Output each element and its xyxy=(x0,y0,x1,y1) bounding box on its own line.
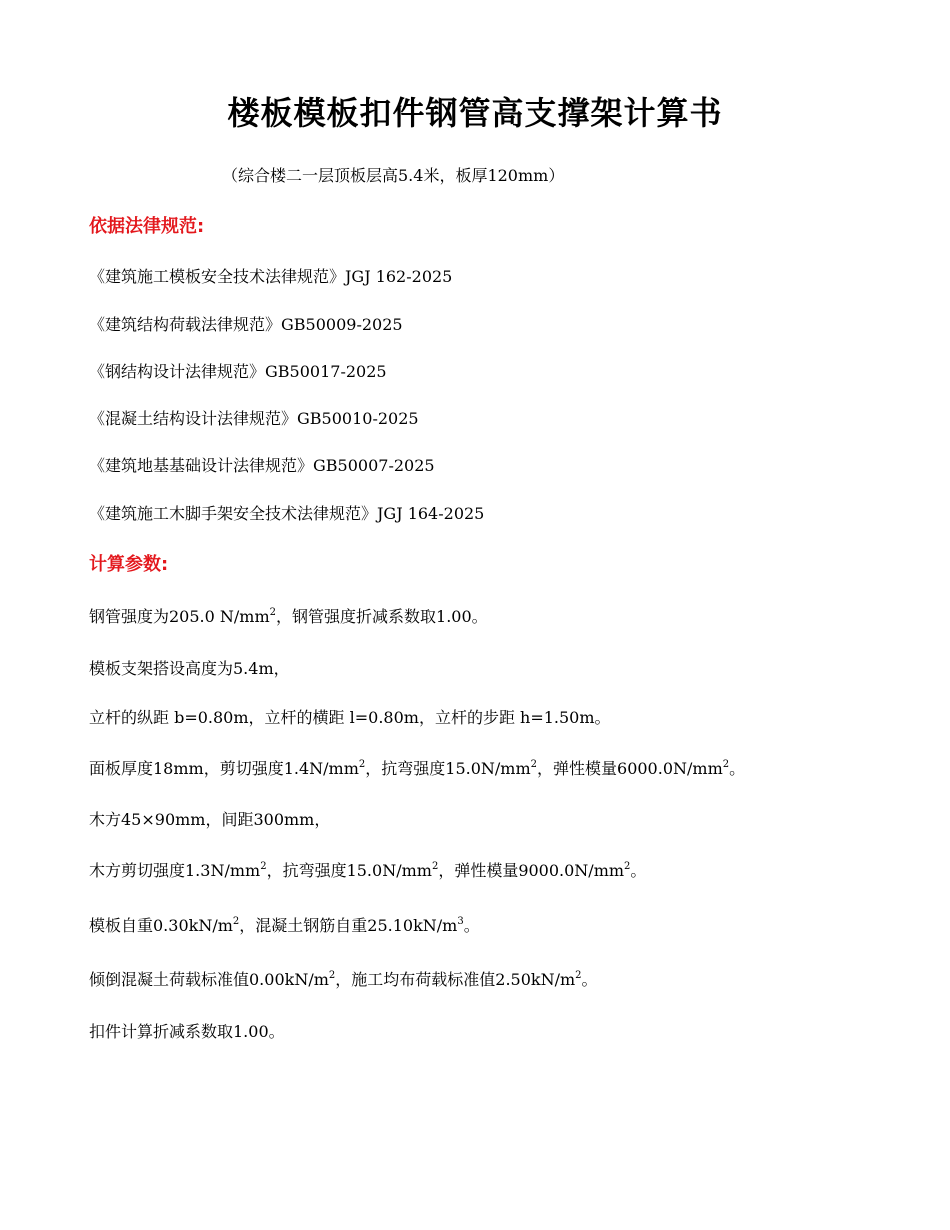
basis-item: 《钢结构设计法律规范》GB50017-2025 xyxy=(89,362,387,381)
param-load-values: 倾倒混凝土荷载标准值$0.00kN/m^2$，施工均布荷载标准值$2.50kN/m^2$。 xyxy=(89,970,598,989)
basis-item: 《混凝土结构设计法律规范》GB50010-2025 xyxy=(89,409,419,428)
param-support-height: 模板支架搭设高度为5.4m， xyxy=(89,659,290,678)
basis-item: 《建筑施工木脚手架安全技术法律规范》JGJ 164-2025 xyxy=(89,504,485,523)
param-pole-spacing: 立杆的纵距 b=0.80m，立杆的横距 l=0.80m，立杆的步距 h=1.50m。 xyxy=(89,708,611,727)
param-self-weight: 模板自重$0.30kN/m^2$，混凝土钢筋自重$25.10kN/m^3$。 xyxy=(89,916,480,935)
basis-item: 《建筑地基基础设计法律规范》GB50007-2025 xyxy=(89,456,435,475)
basis-heading: 依据法律规范: xyxy=(89,216,205,237)
document-subtitle: （综合楼二一层顶板层高5.4米，板厚120mm） xyxy=(222,166,565,185)
param-panel: 面板厚度18mm，剪切强度$1.4N/mm^2$，抗弯强度$15.0N/mm^2$，弹性模量$6000.0N/mm^2$。 xyxy=(89,759,746,778)
param-fastener-factor: 扣件计算折减系数取1.00。 xyxy=(89,1022,285,1041)
param-steel-strength: 钢管强度为205.0 $N/mm^2$，钢管强度折减系数取1.00。 xyxy=(89,607,488,626)
basis-item: 《建筑施工模板安全技术法律规范》JGJ 162-2025 xyxy=(89,267,453,286)
param-timber-strength: 木方剪切强度$1.3N/mm^2$，抗弯强度$15.0N/mm^2$，弹性模量$9000.0N/mm^2$。 xyxy=(89,861,647,880)
param-timber-size: 木方45×90mm，间距300mm， xyxy=(89,810,331,829)
document-title: 楼板模板扣件钢管高支撑架计算书 xyxy=(227,94,723,132)
params-heading: 计算参数: xyxy=(89,554,169,575)
basis-item: 《建筑结构荷载法律规范》GB50009-2025 xyxy=(89,315,403,334)
